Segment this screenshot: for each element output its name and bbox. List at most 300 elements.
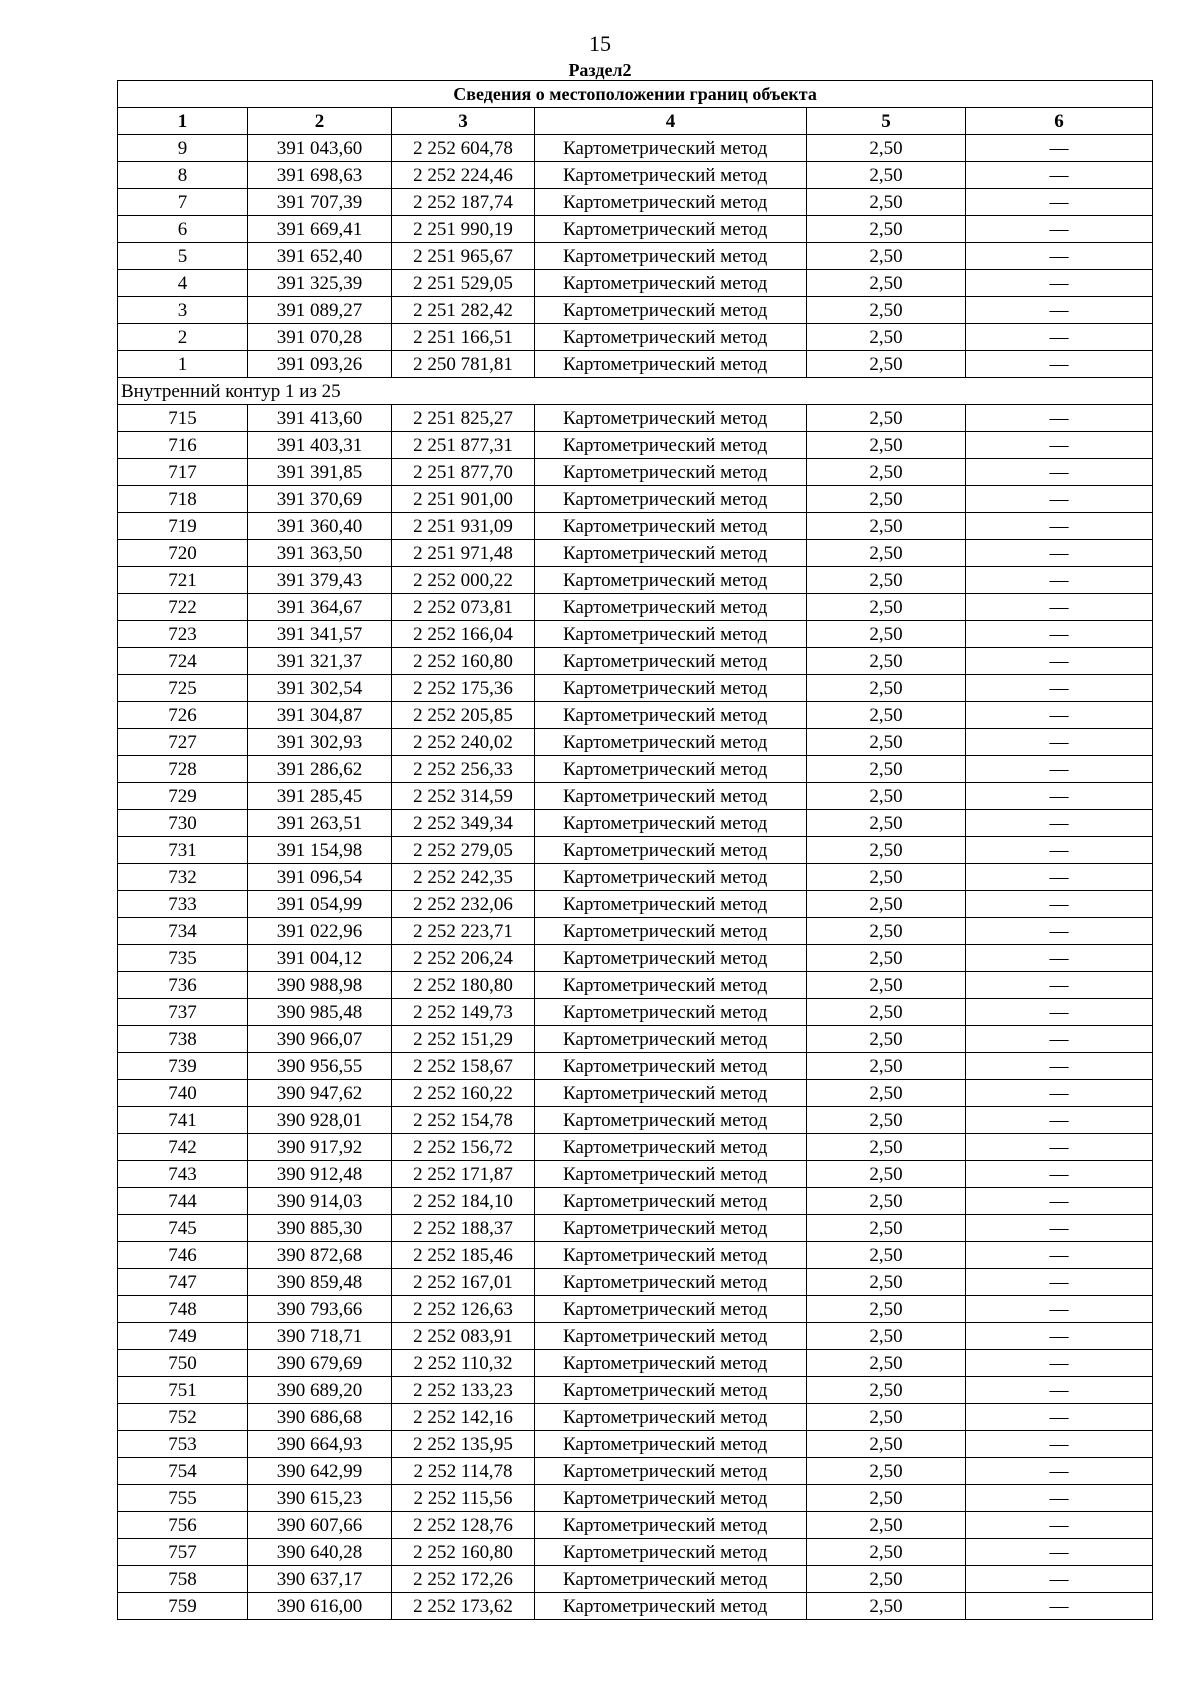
coordinate-y-cell: 2 252 167,01: [392, 1269, 535, 1296]
point-number-cell: 737: [118, 999, 248, 1026]
coordinate-y-cell: 2 251 931,09: [392, 513, 535, 540]
point-number-cell: 6: [118, 216, 248, 243]
coordinate-y-cell: 2 252 187,74: [392, 189, 535, 216]
coordinate-y-cell: 2 252 223,71: [392, 918, 535, 945]
accuracy-cell: 2,50: [807, 540, 966, 567]
description-cell: —: [966, 405, 1153, 432]
coordinate-x-cell: 391 285,45: [248, 783, 392, 810]
coordinate-x-cell: 390 928,01: [248, 1107, 392, 1134]
method-cell: Картометрический метод: [535, 729, 807, 756]
table-row: [118, 1323, 1153, 1350]
coordinate-y-cell: 2 252 115,56: [392, 1485, 535, 1512]
method-cell: Картометрический метод: [535, 216, 807, 243]
table-caption: Сведения о местоположении границ объекта: [118, 81, 1153, 108]
point-number-cell: 752: [118, 1404, 248, 1431]
coordinate-x-cell: 390 616,00: [248, 1593, 392, 1620]
description-cell: —: [966, 972, 1153, 999]
point-number-cell: 8: [118, 162, 248, 189]
method-cell: Картометрический метод: [535, 1296, 807, 1323]
method-cell: Картометрический метод: [535, 189, 807, 216]
description-cell: —: [966, 486, 1153, 513]
table-row: [118, 1539, 1153, 1566]
method-cell: Картометрический метод: [535, 1458, 807, 1485]
table-row: [118, 675, 1153, 702]
accuracy-cell: 2,50: [807, 1161, 966, 1188]
table-row: [118, 756, 1153, 783]
table-row: [118, 621, 1153, 648]
description-cell: —: [966, 1242, 1153, 1269]
table-row: [118, 864, 1153, 891]
coordinate-y-cell: 2 252 114,78: [392, 1458, 535, 1485]
description-cell: —: [966, 1458, 1153, 1485]
method-cell: Картометрический метод: [535, 1404, 807, 1431]
accuracy-cell: 2,50: [807, 1458, 966, 1485]
coordinate-y-cell: 2 252 175,36: [392, 675, 535, 702]
method-cell: Картометрический метод: [535, 1431, 807, 1458]
description-cell: —: [966, 621, 1153, 648]
description-cell: —: [966, 162, 1153, 189]
column-header: 4: [535, 108, 807, 135]
coordinate-x-cell: 391 325,39: [248, 270, 392, 297]
accuracy-cell: 2,50: [807, 1080, 966, 1107]
accuracy-cell: 2,50: [807, 1404, 966, 1431]
method-cell: Картометрический метод: [535, 1053, 807, 1080]
description-cell: —: [966, 756, 1153, 783]
coordinate-y-cell: 2 252 158,67: [392, 1053, 535, 1080]
coordinate-y-cell: 2 252 133,23: [392, 1377, 535, 1404]
method-cell: Картометрический метод: [535, 432, 807, 459]
accuracy-cell: 2,50: [807, 189, 966, 216]
table-row: [118, 729, 1153, 756]
accuracy-cell: 2,50: [807, 675, 966, 702]
point-number-cell: 759: [118, 1593, 248, 1620]
coordinate-y-cell: 2 252 151,29: [392, 1026, 535, 1053]
method-cell: Картометрический метод: [535, 270, 807, 297]
point-number-cell: 729: [118, 783, 248, 810]
coordinate-x-cell: 390 966,07: [248, 1026, 392, 1053]
coordinate-x-cell: 390 686,68: [248, 1404, 392, 1431]
description-cell: —: [966, 675, 1153, 702]
coordinate-x-cell: 391 370,69: [248, 486, 392, 513]
table-row: [118, 1431, 1153, 1458]
coordinate-x-cell: 391 093,26: [248, 351, 392, 378]
coordinate-y-cell: 2 251 166,51: [392, 324, 535, 351]
method-cell: Картометрический метод: [535, 783, 807, 810]
method-cell: Картометрический метод: [535, 1134, 807, 1161]
accuracy-cell: 2,50: [807, 702, 966, 729]
coordinate-y-cell: 2 252 604,78: [392, 135, 535, 162]
table-row: [118, 945, 1153, 972]
coordinate-y-cell: 2 252 180,80: [392, 972, 535, 999]
description-cell: —: [966, 1512, 1153, 1539]
accuracy-cell: 2,50: [807, 621, 966, 648]
method-cell: Картометрический метод: [535, 1377, 807, 1404]
method-cell: Картометрический метод: [535, 1512, 807, 1539]
description-cell: —: [966, 837, 1153, 864]
point-number-cell: 753: [118, 1431, 248, 1458]
accuracy-cell: 2,50: [807, 1485, 966, 1512]
method-cell: Картометрический метод: [535, 1188, 807, 1215]
point-number-cell: 749: [118, 1323, 248, 1350]
description-cell: —: [966, 1566, 1153, 1593]
accuracy-cell: 2,50: [807, 918, 966, 945]
table-row: [118, 324, 1153, 351]
coordinate-x-cell: 390 956,55: [248, 1053, 392, 1080]
table-row: [118, 1593, 1153, 1620]
description-cell: —: [966, 459, 1153, 486]
coordinate-y-cell: 2 252 232,06: [392, 891, 535, 918]
table-row: [118, 1350, 1153, 1377]
table-row: [118, 270, 1153, 297]
method-cell: Картометрический метод: [535, 567, 807, 594]
description-cell: —: [966, 1053, 1153, 1080]
method-cell: Картометрический метод: [535, 1323, 807, 1350]
column-header: 6: [966, 108, 1153, 135]
method-cell: Картометрический метод: [535, 1539, 807, 1566]
coordinate-x-cell: 390 985,48: [248, 999, 392, 1026]
coordinate-x-cell: 391 364,67: [248, 594, 392, 621]
accuracy-cell: 2,50: [807, 162, 966, 189]
description-cell: —: [966, 1161, 1153, 1188]
description-cell: —: [966, 1404, 1153, 1431]
description-cell: —: [966, 1080, 1153, 1107]
description-cell: —: [966, 1188, 1153, 1215]
coordinate-x-cell: 390 793,66: [248, 1296, 392, 1323]
accuracy-cell: 2,50: [807, 513, 966, 540]
description-cell: —: [966, 216, 1153, 243]
description-cell: —: [966, 432, 1153, 459]
coordinate-y-cell: 2 252 126,63: [392, 1296, 535, 1323]
table-row: [118, 702, 1153, 729]
table-row: [118, 162, 1153, 189]
coordinate-y-cell: 2 251 825,27: [392, 405, 535, 432]
coordinate-x-cell: 391 304,87: [248, 702, 392, 729]
method-cell: Картометрический метод: [535, 486, 807, 513]
coordinate-x-cell: 390 917,92: [248, 1134, 392, 1161]
coordinate-y-cell: 2 251 877,70: [392, 459, 535, 486]
method-cell: Картометрический метод: [535, 162, 807, 189]
table-row: [118, 1377, 1153, 1404]
description-cell: —: [966, 594, 1153, 621]
accuracy-cell: 2,50: [807, 324, 966, 351]
coordinate-y-cell: 2 252 256,33: [392, 756, 535, 783]
method-cell: Картометрический метод: [535, 945, 807, 972]
coordinate-x-cell: 390 718,71: [248, 1323, 392, 1350]
table-row: [118, 1188, 1153, 1215]
coordinate-x-cell: 391 391,85: [248, 459, 392, 486]
description-cell: —: [966, 648, 1153, 675]
table-row: [118, 1080, 1153, 1107]
coordinate-x-cell: 390 664,93: [248, 1431, 392, 1458]
point-number-cell: 722: [118, 594, 248, 621]
table-row: [118, 1161, 1153, 1188]
table-row: [118, 1296, 1153, 1323]
accuracy-cell: 2,50: [807, 1134, 966, 1161]
point-number-cell: 717: [118, 459, 248, 486]
description-cell: —: [966, 1350, 1153, 1377]
coordinate-x-cell: 391 669,41: [248, 216, 392, 243]
description-cell: —: [966, 189, 1153, 216]
coordinate-x-cell: 391 054,99: [248, 891, 392, 918]
method-cell: Картометрический метод: [535, 135, 807, 162]
point-number-cell: 750: [118, 1350, 248, 1377]
coordinate-y-cell: 2 251 901,00: [392, 486, 535, 513]
table-row: [118, 405, 1153, 432]
coordinate-y-cell: 2 252 135,95: [392, 1431, 535, 1458]
coordinate-x-cell: 390 859,48: [248, 1269, 392, 1296]
point-number-cell: 728: [118, 756, 248, 783]
description-cell: —: [966, 1296, 1153, 1323]
table-row: [118, 1269, 1153, 1296]
coordinate-y-cell: 2 252 156,72: [392, 1134, 535, 1161]
description-cell: —: [966, 1377, 1153, 1404]
coordinate-y-cell: 2 252 224,46: [392, 162, 535, 189]
description-cell: —: [966, 270, 1153, 297]
method-cell: Картометрический метод: [535, 243, 807, 270]
point-number-cell: 1: [118, 351, 248, 378]
point-number-cell: 721: [118, 567, 248, 594]
method-cell: Картометрический метод: [535, 621, 807, 648]
page-number: 15: [589, 31, 611, 56]
coordinate-x-cell: 390 640,28: [248, 1539, 392, 1566]
contour-row: [118, 378, 1153, 405]
coordinate-y-cell: 2 252 185,46: [392, 1242, 535, 1269]
coordinate-x-cell: 390 912,48: [248, 1161, 392, 1188]
coordinate-x-cell: 390 872,68: [248, 1242, 392, 1269]
accuracy-cell: 2,50: [807, 999, 966, 1026]
column-header: 1: [118, 108, 248, 135]
method-cell: Картометрический метод: [535, 648, 807, 675]
table-row: [118, 567, 1153, 594]
method-cell: Картометрический метод: [535, 1080, 807, 1107]
method-cell: Картометрический метод: [535, 459, 807, 486]
coordinate-x-cell: 391 070,28: [248, 324, 392, 351]
description-cell: —: [966, 945, 1153, 972]
table-row: [118, 594, 1153, 621]
table-row: [118, 1053, 1153, 1080]
method-cell: Картометрический метод: [535, 810, 807, 837]
accuracy-cell: 2,50: [807, 1377, 966, 1404]
accuracy-cell: 2,50: [807, 810, 966, 837]
accuracy-cell: 2,50: [807, 405, 966, 432]
method-cell: Картометрический метод: [535, 324, 807, 351]
point-number-cell: 718: [118, 486, 248, 513]
coordinate-x-cell: 391 403,31: [248, 432, 392, 459]
point-number-cell: 2: [118, 324, 248, 351]
method-cell: Картометрический метод: [535, 756, 807, 783]
table-row: [118, 810, 1153, 837]
method-cell: Картометрический метод: [535, 1350, 807, 1377]
table-header-row: [118, 108, 1153, 135]
table-row: [118, 459, 1153, 486]
table-row: [118, 189, 1153, 216]
coordinate-x-cell: 391 004,12: [248, 945, 392, 972]
accuracy-cell: 2,50: [807, 1215, 966, 1242]
accuracy-cell: 2,50: [807, 1026, 966, 1053]
method-cell: Картометрический метод: [535, 513, 807, 540]
method-cell: Картометрический метод: [535, 891, 807, 918]
coordinate-y-cell: 2 252 242,35: [392, 864, 535, 891]
description-cell: —: [966, 567, 1153, 594]
coordinate-x-cell: 390 947,62: [248, 1080, 392, 1107]
point-number-cell: 9: [118, 135, 248, 162]
accuracy-cell: 2,50: [807, 783, 966, 810]
description-cell: —: [966, 999, 1153, 1026]
point-number-cell: 743: [118, 1161, 248, 1188]
accuracy-cell: 2,50: [807, 864, 966, 891]
method-cell: Картометрический метод: [535, 1242, 807, 1269]
point-number-cell: 747: [118, 1269, 248, 1296]
accuracy-cell: 2,50: [807, 351, 966, 378]
table-caption-row: [118, 81, 1153, 108]
coordinate-x-cell: 391 652,40: [248, 243, 392, 270]
point-number-cell: 715: [118, 405, 248, 432]
accuracy-cell: 2,50: [807, 1188, 966, 1215]
description-cell: —: [966, 297, 1153, 324]
point-number-cell: 751: [118, 1377, 248, 1404]
description-cell: —: [966, 1485, 1153, 1512]
table-row: [118, 1458, 1153, 1485]
coordinate-x-cell: 391 302,54: [248, 675, 392, 702]
accuracy-cell: 2,50: [807, 1431, 966, 1458]
accuracy-cell: 2,50: [807, 297, 966, 324]
table-row: [118, 1026, 1153, 1053]
coordinate-y-cell: 2 252 349,34: [392, 810, 535, 837]
coordinate-x-cell: 390 885,30: [248, 1215, 392, 1242]
coordinate-x-cell: 391 360,40: [248, 513, 392, 540]
coordinate-y-cell: 2 252 149,73: [392, 999, 535, 1026]
description-cell: —: [966, 702, 1153, 729]
description-cell: —: [966, 243, 1153, 270]
accuracy-cell: 2,50: [807, 432, 966, 459]
description-cell: —: [966, 783, 1153, 810]
accuracy-cell: 2,50: [807, 648, 966, 675]
accuracy-cell: 2,50: [807, 1539, 966, 1566]
table-body: [118, 135, 1153, 1620]
point-number-cell: 726: [118, 702, 248, 729]
accuracy-cell: 2,50: [807, 1269, 966, 1296]
accuracy-cell: 2,50: [807, 837, 966, 864]
coordinate-x-cell: 391 302,93: [248, 729, 392, 756]
coordinate-x-cell: 390 988,98: [248, 972, 392, 999]
point-number-cell: 731: [118, 837, 248, 864]
accuracy-cell: 2,50: [807, 243, 966, 270]
point-number-cell: 4: [118, 270, 248, 297]
coordinate-y-cell: 2 251 990,19: [392, 216, 535, 243]
coordinate-x-cell: 390 679,69: [248, 1350, 392, 1377]
description-cell: —: [966, 1539, 1153, 1566]
method-cell: Картометрический метод: [535, 1593, 807, 1620]
accuracy-cell: 2,50: [807, 1512, 966, 1539]
column-header: 3: [392, 108, 535, 135]
description-cell: —: [966, 810, 1153, 837]
point-number-cell: 740: [118, 1080, 248, 1107]
coordinate-x-cell: 390 637,17: [248, 1566, 392, 1593]
coordinate-y-cell: 2 252 128,76: [392, 1512, 535, 1539]
method-cell: Картометрический метод: [535, 1269, 807, 1296]
column-header: 5: [807, 108, 966, 135]
point-number-cell: 732: [118, 864, 248, 891]
method-cell: Картометрический метод: [535, 351, 807, 378]
coordinate-y-cell: 2 252 160,22: [392, 1080, 535, 1107]
coordinate-x-cell: 391 363,50: [248, 540, 392, 567]
description-cell: —: [966, 513, 1153, 540]
table-row: [118, 999, 1153, 1026]
point-number-cell: 7: [118, 189, 248, 216]
table-row: [118, 972, 1153, 999]
description-cell: —: [966, 1593, 1153, 1620]
coordinate-y-cell: 2 252 240,02: [392, 729, 535, 756]
method-cell: Картометрический метод: [535, 1161, 807, 1188]
table-row: [118, 486, 1153, 513]
coordinate-x-cell: 391 413,60: [248, 405, 392, 432]
point-number-cell: 739: [118, 1053, 248, 1080]
coordinate-x-cell: 391 707,39: [248, 189, 392, 216]
table-row: [118, 1134, 1153, 1161]
contour-label: Внутренний контур 1 из 25: [118, 378, 1153, 405]
point-number-cell: 724: [118, 648, 248, 675]
coordinate-x-cell: 391 096,54: [248, 864, 392, 891]
accuracy-cell: 2,50: [807, 486, 966, 513]
point-number-cell: 716: [118, 432, 248, 459]
table-row: [118, 648, 1153, 675]
method-cell: Картометрический метод: [535, 999, 807, 1026]
coordinate-y-cell: 2 252 188,37: [392, 1215, 535, 1242]
point-number-cell: 723: [118, 621, 248, 648]
coordinate-x-cell: 390 689,20: [248, 1377, 392, 1404]
point-number-cell: 758: [118, 1566, 248, 1593]
accuracy-cell: 2,50: [807, 756, 966, 783]
table-row: [118, 783, 1153, 810]
coordinate-y-cell: 2 251 971,48: [392, 540, 535, 567]
coordinate-y-cell: 2 252 166,04: [392, 621, 535, 648]
description-cell: —: [966, 324, 1153, 351]
coordinate-y-cell: 2 252 000,22: [392, 567, 535, 594]
coordinate-x-cell: 391 263,51: [248, 810, 392, 837]
description-cell: —: [966, 135, 1153, 162]
accuracy-cell: 2,50: [807, 594, 966, 621]
accuracy-cell: 2,50: [807, 729, 966, 756]
point-number-cell: 730: [118, 810, 248, 837]
accuracy-cell: 2,50: [807, 270, 966, 297]
point-number-cell: 725: [118, 675, 248, 702]
description-cell: —: [966, 351, 1153, 378]
point-number-cell: 741: [118, 1107, 248, 1134]
description-cell: —: [966, 891, 1153, 918]
coordinate-y-cell: 2 250 781,81: [392, 351, 535, 378]
point-number-cell: 735: [118, 945, 248, 972]
method-cell: Картометрический метод: [535, 675, 807, 702]
description-cell: —: [966, 1215, 1153, 1242]
coordinate-x-cell: 391 154,98: [248, 837, 392, 864]
coordinate-x-cell: 391 043,60: [248, 135, 392, 162]
method-cell: Картометрический метод: [535, 540, 807, 567]
point-number-cell: 745: [118, 1215, 248, 1242]
table-row: [118, 837, 1153, 864]
coordinate-y-cell: 2 252 172,26: [392, 1566, 535, 1593]
point-number-cell: 727: [118, 729, 248, 756]
coordinate-x-cell: 391 341,57: [248, 621, 392, 648]
table-row: [118, 1566, 1153, 1593]
coordinate-y-cell: 2 252 173,62: [392, 1593, 535, 1620]
point-number-cell: 746: [118, 1242, 248, 1269]
coordinate-y-cell: 2 252 142,16: [392, 1404, 535, 1431]
point-number-cell: 757: [118, 1539, 248, 1566]
coordinate-y-cell: 2 252 073,81: [392, 594, 535, 621]
description-cell: —: [966, 1134, 1153, 1161]
table-row: [118, 891, 1153, 918]
coordinate-y-cell: 2 251 877,31: [392, 432, 535, 459]
